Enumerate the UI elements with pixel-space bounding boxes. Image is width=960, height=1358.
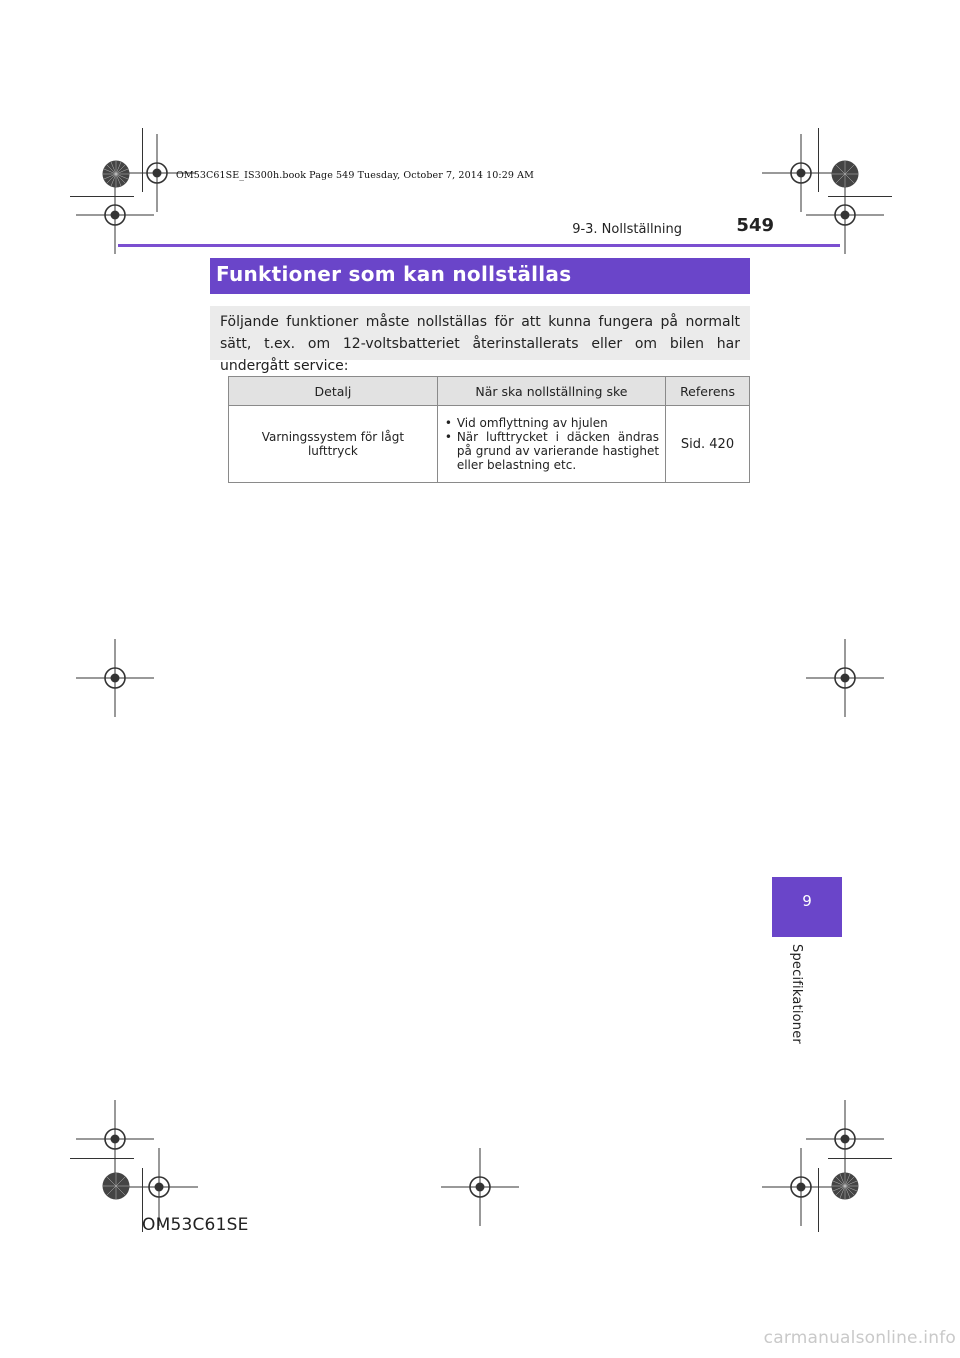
crop-line	[70, 196, 134, 197]
crop-line	[818, 1168, 819, 1232]
crop-line	[142, 128, 143, 192]
chapter-tab: 9	[772, 877, 842, 937]
item-cell: Varningssystem för lågt lufttryck	[229, 406, 438, 483]
table-row	[229, 406, 750, 483]
registration-mark-icon	[76, 639, 154, 717]
crop-line	[70, 1158, 134, 1159]
chapter-label: Specifikationer	[789, 944, 804, 1044]
crop-line	[828, 1158, 892, 1159]
reference-cell: Sid. 420	[666, 406, 750, 483]
footer-code: OM53C61SE	[142, 1215, 249, 1235]
page-number: 549	[736, 215, 774, 236]
list-item: • Vid omflyttning av hjulen	[444, 416, 659, 430]
section-header: 9-3. Nollställning	[572, 222, 682, 237]
intro-text: Följande funktioner måste nollställas för att kunna fungera på normalt sätt, t.ex. om 12-voltsbatteriet återinstallerats eller om bilen har undergått service:	[210, 306, 750, 360]
sunburst-mark-icon	[831, 1172, 859, 1200]
table-header-row	[229, 377, 750, 406]
registration-mark-icon	[441, 1148, 519, 1226]
registration-mark-icon	[806, 639, 884, 717]
sunburst-mark-icon	[831, 160, 859, 188]
column-header: Detalj	[229, 377, 438, 406]
crop-line	[818, 128, 819, 192]
sunburst-mark-icon	[102, 160, 130, 188]
section-title: Funktioner som kan nollställas	[210, 258, 750, 294]
reset-functions-table	[228, 376, 750, 483]
list-item: • När lufttrycket i däcken ändras på grund av varierande hastighet eller belastning etc.	[444, 430, 659, 472]
when-cell	[437, 406, 665, 483]
registration-mark-icon	[762, 1148, 840, 1226]
crop-line	[828, 196, 892, 197]
column-header: När ska nollställning ske	[437, 377, 665, 406]
column-header: Referens	[666, 377, 750, 406]
sunburst-mark-icon	[102, 1172, 130, 1200]
watermark: carmanualsonline.info	[763, 1328, 956, 1348]
header-rule	[118, 244, 840, 247]
book-info: OM53C61SE_IS300h.book Page 549 Tuesday, October 7, 2014 10:29 AM	[176, 170, 534, 181]
